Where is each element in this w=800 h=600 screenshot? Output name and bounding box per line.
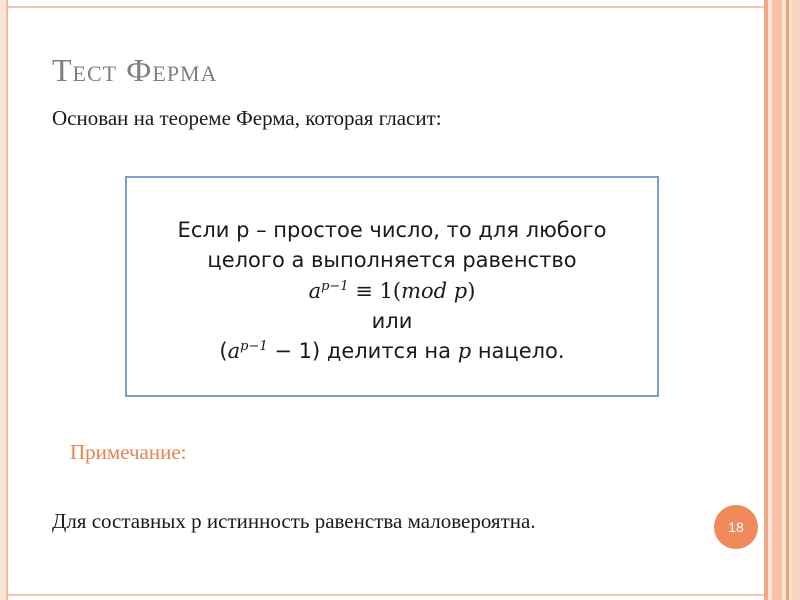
formula-2-open: (	[219, 339, 228, 363]
theorem-line-1: Если p – простое число, то для любого	[177, 218, 607, 242]
theorem-formula-1	[127, 279, 657, 303]
formula-2-rest: − 1) делится на	[267, 339, 458, 363]
formula-2-math	[228, 339, 268, 363]
left-frame-decoration	[0, 0, 8, 600]
right-stripe	[786, 0, 789, 600]
page-number-badge: 18	[714, 505, 758, 549]
intro-text: Основан на теореме Ферма, которая гласит:	[52, 106, 442, 130]
bottom-frame-line	[8, 594, 764, 596]
theorem-line-2: целого a выполняется равенство	[207, 248, 577, 272]
theorem-formula-2	[127, 339, 657, 363]
formula-1-congruence: ≡ 1(	[348, 279, 402, 303]
right-stripe	[764, 0, 768, 600]
right-stripe	[772, 0, 782, 600]
right-stripe	[792, 0, 800, 600]
slide-title: Тест Ферма	[52, 52, 218, 88]
formula-2-tail: нацело.	[471, 339, 565, 363]
formula-1-math	[309, 279, 476, 303]
formula-1-base: a	[308, 279, 322, 303]
top-frame-line	[8, 6, 764, 8]
formula-2-var: p	[457, 339, 472, 363]
theorem-or: или	[371, 309, 413, 333]
theorem-box	[125, 176, 659, 397]
formula-1-mod: mod p	[401, 279, 468, 303]
formula-2-base: a	[227, 339, 241, 363]
formula-1-exponent: p−1	[321, 279, 349, 294]
formula-1-close: )	[467, 279, 476, 303]
formula-2-exponent: p−1	[240, 339, 268, 354]
conclusion-text: Для составных p истинность равенства маловероятна.	[52, 509, 536, 533]
note-label: Примечание:	[70, 440, 187, 464]
